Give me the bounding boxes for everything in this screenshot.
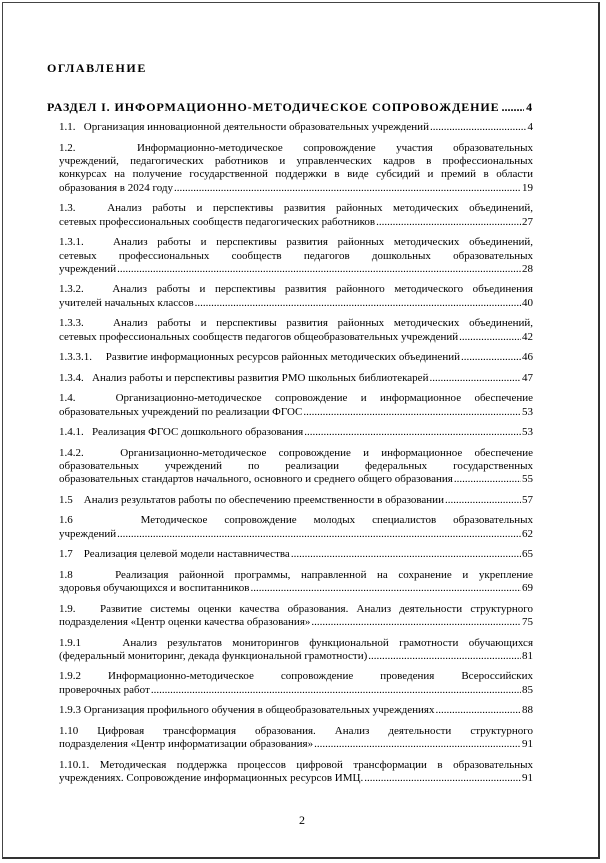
toc-entry-page: 53 xyxy=(522,426,533,439)
toc-entry-page: 57 xyxy=(522,493,533,506)
toc-entry-text: образования в 2024 году xyxy=(59,181,173,194)
toc-entry-text: учителей начальных классов xyxy=(59,296,194,309)
section-leader xyxy=(502,100,525,114)
toc-entry-text: подразделения «Центр информатизации образования» xyxy=(59,738,314,751)
toc-entry-text: 1.9.3 Организация профильного обучения в общеобразовательных учреждениях xyxy=(59,704,435,717)
toc-entry[interactable] xyxy=(47,704,533,717)
toc-entry-leader xyxy=(151,684,521,697)
toc-entry-text: 1.7 Реализация целевой модели наставничества xyxy=(59,548,290,561)
toc-entry-line: 1.3. Анализ работы и перспективы развития районных методических объединений, xyxy=(59,202,533,215)
toc-entry-lastline xyxy=(59,121,533,134)
toc-entry-page: 27 xyxy=(522,215,533,228)
toc-entry-lastline xyxy=(59,650,533,663)
toc-entry-page: 75 xyxy=(522,615,533,628)
toc-entry[interactable] xyxy=(47,351,533,364)
toc-entry-lastline xyxy=(59,351,533,364)
toc-entry-page: 65 xyxy=(522,548,533,561)
toc-entry-line: 1.3.1. Анализ работы и перспективы развития районных методических объединений, xyxy=(59,236,533,249)
toc-entry[interactable] xyxy=(47,670,533,697)
toc-entry[interactable] xyxy=(47,202,533,229)
toc-entry-leader xyxy=(314,738,521,751)
toc-entry-text: сетевых профессиональных сообществ педагогов общеобразовательных учреждений xyxy=(59,330,459,343)
toc-entry-text: образовательных стандартов начального, основного и среднего общего образования xyxy=(59,473,453,486)
toc-entry-line: 1.8 Реализация районной программы, направленной на сохранение и укрепление xyxy=(59,568,533,581)
toc-entry[interactable] xyxy=(47,514,533,541)
toc-entry-leader xyxy=(454,473,521,486)
toc-entry-lastline xyxy=(59,582,533,595)
toc-entry[interactable] xyxy=(47,759,533,786)
toc-entry[interactable] xyxy=(47,637,533,664)
toc-entry-text: 1.3.3.1. Развитие информационных ресурсов районных методических объединений xyxy=(59,351,460,364)
toc-entry[interactable] xyxy=(47,569,533,596)
toc-entry-line: 1.10 Цифровая трансформация образования. Анализ деятельности структурного xyxy=(59,724,533,737)
toc-entry[interactable] xyxy=(47,725,533,752)
toc-entry-text: подразделения «Центр оценки качества образования» xyxy=(59,615,311,628)
toc-entry-page: 28 xyxy=(522,262,533,275)
toc-entry-lastline xyxy=(59,494,533,507)
toc-entry-leader xyxy=(368,650,521,663)
toc-list xyxy=(47,121,533,785)
toc-entry-line: сетевых профессиональных сообществ педагогов дошкольных образовательных xyxy=(59,249,533,262)
toc-entry-leader xyxy=(376,216,521,229)
page-number: 2 xyxy=(299,813,305,827)
toc-section[interactable] xyxy=(47,100,533,114)
toc-entry-page: 42 xyxy=(522,330,533,343)
toc-entry[interactable] xyxy=(47,236,533,276)
toc-content xyxy=(47,61,533,785)
toc-entry-page: 88 xyxy=(522,704,533,717)
toc-entry-leader xyxy=(430,121,527,134)
toc-entry-page: 55 xyxy=(522,473,533,486)
toc-entry-leader xyxy=(364,772,521,785)
toc-entry-lastline xyxy=(59,426,533,439)
toc-entry[interactable] xyxy=(47,372,533,385)
toc-entry-line: 1.10.1. Методическая поддержка процессов цифровой трансформации в образовательных xyxy=(59,758,533,771)
toc-entry-lastline xyxy=(59,263,533,276)
toc-entry-lastline xyxy=(59,548,533,561)
toc-entry-leader xyxy=(117,528,521,541)
toc-entry[interactable] xyxy=(47,283,533,310)
toc-entry-line: 1.2. Информационно-методическое сопровождение участия образовательных xyxy=(59,141,533,154)
toc-entry-leader xyxy=(303,406,521,419)
toc-entry[interactable] xyxy=(47,603,533,630)
toc-entry-lastline xyxy=(59,528,533,541)
toc-entry-page: 62 xyxy=(522,527,533,540)
toc-entry-leader xyxy=(435,704,521,717)
toc-entry[interactable] xyxy=(47,494,533,507)
toc-entry-text: 1.1. Организация инновационной деятельности образовательных учреждений xyxy=(59,121,429,134)
toc-entry-lastline xyxy=(59,406,533,419)
toc-entry-line: 1.3.3. Анализ работы и перспективы развития районных методических объединений, xyxy=(59,317,533,330)
toc-entry[interactable] xyxy=(47,392,533,419)
toc-entry-text: 1.5 Анализ результатов работы по обеспечению преемственности в образовании xyxy=(59,493,444,506)
toc-entry-line: 1.9. Развитие системы оценки качества образования. Анализ деятельности структурного xyxy=(59,602,533,615)
toc-entry-leader xyxy=(461,351,521,364)
toc-entry-page: 47 xyxy=(522,371,533,384)
toc-entry-text: сетевых профессиональных сообществ педагогических работников xyxy=(59,215,376,228)
toc-entry-lastline xyxy=(59,372,533,385)
toc-entry-line: 1.3.2. Анализ работы и перспективы развития районного методического объединения xyxy=(59,283,533,296)
toc-entry-page: 4 xyxy=(527,121,533,134)
toc-entry-text: 1.4.1. Реализация ФГОС дошкольного образования xyxy=(59,426,304,439)
toc-entry-text: 1.3.4. Анализ работы и перспективы развития РМО школьных библиотекарей xyxy=(59,371,429,384)
toc-entry[interactable] xyxy=(47,317,533,344)
toc-entry[interactable] xyxy=(47,426,533,439)
toc-entry-line: 1.4.2. Организационно-методическое сопровождение и информационное обеспечение xyxy=(59,446,533,459)
toc-entry-lastline xyxy=(59,473,533,486)
toc-entry-leader xyxy=(311,616,521,629)
toc-entry-leader xyxy=(291,548,521,561)
toc-entry-page: 91 xyxy=(522,772,533,784)
toc-entry[interactable] xyxy=(47,142,533,195)
toc-entry-line: 1.4. Организационно-методическое сопровождение и информационное обеспечение xyxy=(59,392,533,405)
toc-entry-leader xyxy=(445,494,521,507)
toc-entry-lastline xyxy=(59,331,533,344)
toc-entry-lastline xyxy=(59,216,533,229)
section-page: 4 xyxy=(526,100,533,114)
toc-entry-leader xyxy=(250,582,521,595)
toc-entry-leader xyxy=(174,182,521,195)
toc-entry-leader xyxy=(195,297,521,310)
toc-entry-page: 46 xyxy=(522,351,533,364)
toc-entry-line: образовательных учреждений по реализации федеральных государственных xyxy=(59,459,533,472)
toc-entry-line: 1.9.2 Информационно-методическое сопровождение проведения Всероссийских xyxy=(59,670,533,683)
section-title: РАЗДЕЛ I. ИНФОРМАЦИОННО-МЕТОДИЧЕСКОЕ СОПРОВОЖДЕНИЕ xyxy=(47,100,500,114)
toc-entry-page: 91 xyxy=(522,738,533,751)
toc-heading: ОГЛАВЛЕНИЕ xyxy=(47,61,147,75)
toc-entry-page: 69 xyxy=(522,582,533,595)
toc-entry-page: 53 xyxy=(522,405,533,418)
toc-entry-page: 81 xyxy=(522,649,533,662)
toc-entry-leader xyxy=(429,372,521,385)
toc-entry-lastline xyxy=(59,297,533,310)
toc-entry-page: 19 xyxy=(522,181,533,194)
toc-entry-lastline xyxy=(59,616,533,629)
toc-entry-lastline xyxy=(59,738,533,751)
toc-entry-page: 85 xyxy=(522,683,533,696)
toc-entry[interactable] xyxy=(47,548,533,561)
toc-entry-text: здоровья обучающихся и воспитанников xyxy=(59,582,250,595)
toc-entry-line: 1.6 Методическое сопровождение молодых специалистов образовательных xyxy=(59,514,533,527)
toc-entry-leader xyxy=(117,263,521,276)
toc-entry-text: (федеральный мониторинг, декада функциональной грамотности) xyxy=(59,649,368,662)
toc-entry-leader xyxy=(459,331,521,344)
toc-entry-line: учреждений, педагогических работников и управленческих кадров в профессиональных xyxy=(59,155,533,168)
toc-entry-page: 40 xyxy=(522,296,533,309)
toc-entry-lastline xyxy=(59,704,533,717)
document-page xyxy=(2,2,600,859)
toc-entry-text: учреждений xyxy=(59,527,117,540)
toc-entry[interactable] xyxy=(47,447,533,487)
toc-entry-lastline xyxy=(59,182,533,195)
toc-entry[interactable] xyxy=(47,121,533,134)
toc-entry-leader xyxy=(304,426,521,439)
toc-entry-lastline xyxy=(59,684,533,697)
toc-entry-line: конкурсах на получение государственной поддержки в виде субсидий и премий в области xyxy=(59,168,533,181)
toc-entry-text: учреждений xyxy=(59,262,117,275)
toc-entry-text: учреждениях. Сопровождение информационных ресурсов ИМЦ. xyxy=(59,772,364,784)
toc-entry-line: 1.9.1 Анализ результатов мониторингов функциональной грамотности обучающихся xyxy=(59,636,533,649)
toc-entry-text: образовательных учреждений по реализации ФГОС xyxy=(59,405,303,418)
toc-entry-lastline xyxy=(59,772,533,785)
toc-entry-text: проверочных работ xyxy=(59,683,150,696)
